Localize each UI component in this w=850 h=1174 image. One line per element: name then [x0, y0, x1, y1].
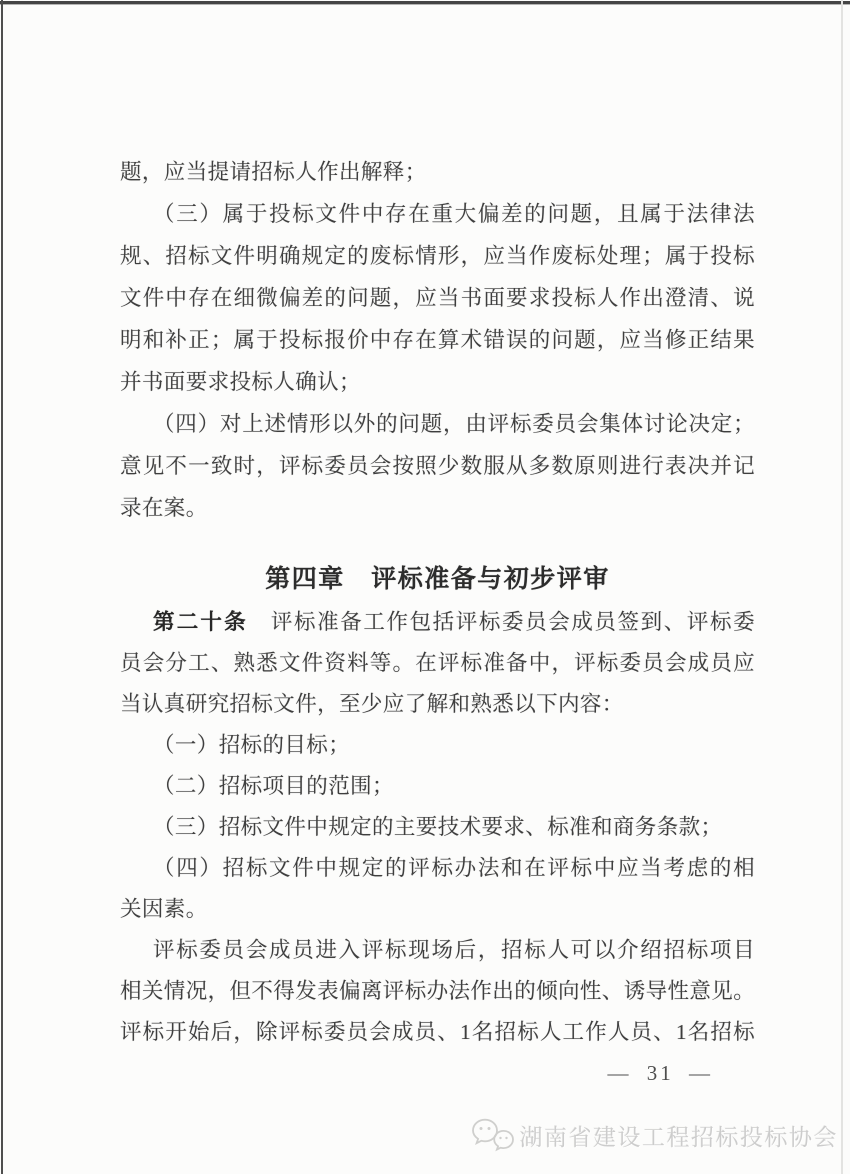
article-number: 第二十条	[153, 610, 248, 634]
text-line: （四）对上述情形以外的问题，由评标委员会集体讨论决定；	[153, 412, 755, 436]
watermark-text: 湖南省建设工程招标投标协会	[519, 1124, 838, 1150]
text-line: 当认真研究招标文件，至少应了解和熟悉以下内容：	[120, 692, 624, 716]
text-line: 意见不一致时，评标委员会按照少数服从多数原则进行表决并记	[120, 454, 755, 478]
text-line: 员会分工、熟悉文件资料等。在评标准备中，评标委员会成员应	[120, 651, 755, 675]
text-line: （四）招标文件中规定的评标办法和在评标中应当考虑的相	[153, 856, 755, 880]
watermark	[471, 1116, 839, 1154]
text-line: 评标开始后，除评标委员会成员、1名招标人工作人员、1名招标	[120, 1020, 755, 1044]
article-20-section	[120, 602, 755, 1053]
page-number: — 31 —	[607, 1061, 713, 1085]
chapter-heading: 第四章 评标准备与初步评审	[265, 566, 610, 593]
text-line: 第二十条 评标准备工作包括评标委员会成员签到、评标委	[153, 610, 755, 634]
clause-section-carryover	[120, 151, 755, 529]
text-line: （三）属于投标文件中存在重大偏差的问题，且属于法律法	[153, 202, 755, 226]
text-line: 关因素。	[120, 897, 208, 921]
text-line: 评标委员会成员进入评标现场后，招标人可以介绍招标项目	[153, 938, 755, 962]
text-line: 文件中存在细微偏差的问题，应当书面要求投标人作出澄清、说	[120, 286, 755, 310]
wechat-bubbles-icon	[471, 1117, 515, 1153]
text-line: 规、招标文件明确规定的废标情形，应当作废标处理；属于投标	[120, 244, 755, 268]
text-line: 录在案。	[120, 496, 208, 520]
text-line: 明和补正；属于投标报价中存在算术错误的问题，应当修正结果	[120, 328, 755, 352]
text-line: （二）招标项目的范围；	[153, 774, 394, 798]
text-line: （一）招标的目标；	[153, 733, 351, 757]
text-line: （三）招标文件中规定的主要技术要求、标准和商务条款；	[153, 815, 723, 839]
text-line: 题，应当提请招标人作出解释；	[120, 160, 427, 184]
text-line: 并书面要求投标人确认；	[120, 370, 361, 394]
text-line: 相关情况，但不得发表偏离评标办法作出的倾向性、诱导性意见。	[120, 979, 756, 1003]
